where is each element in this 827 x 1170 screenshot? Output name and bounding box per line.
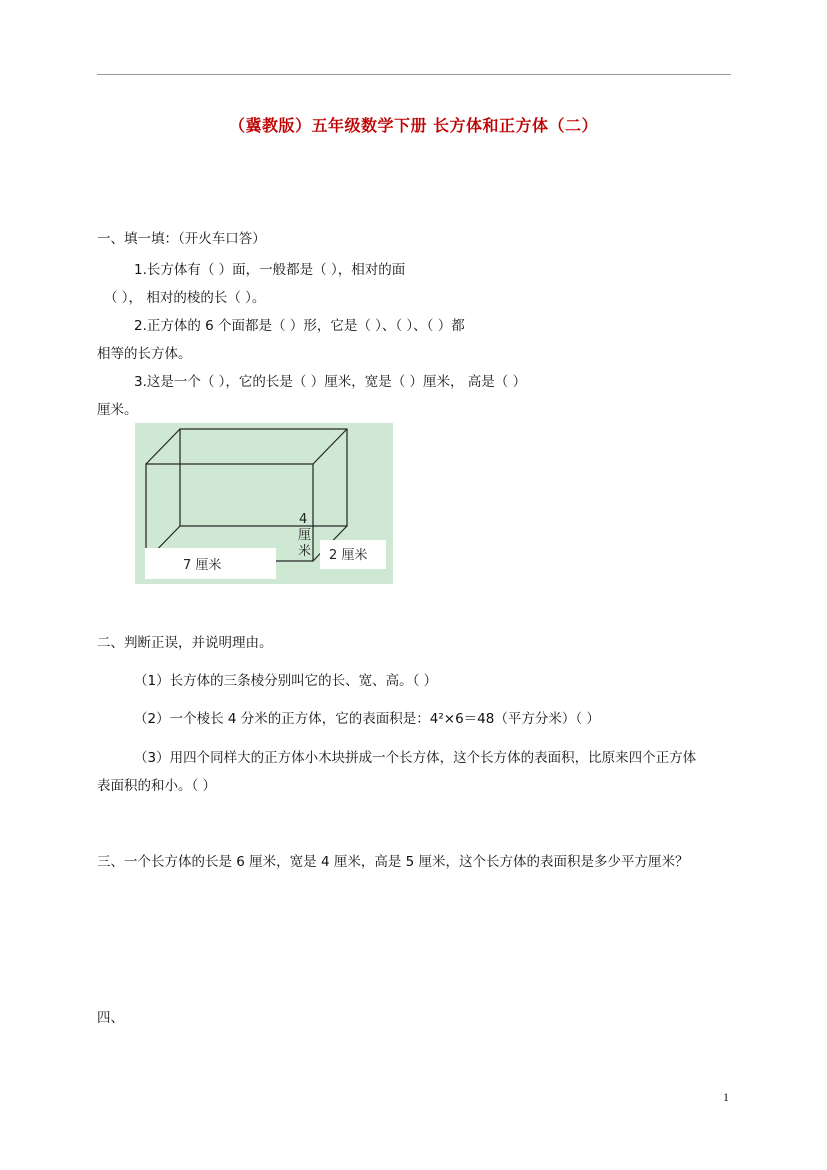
width-label: 2 厘米 <box>329 548 368 563</box>
judge-item-3-line-2: 表面积的和小。（ ） <box>97 778 217 794</box>
question-2-line-1: 2.正方体的 6 个面都是（ ）形，它是（ ）、（ ）、（ ）都 <box>134 318 465 334</box>
section3-question: 三、一个长方体的长是 6 厘米，宽是 4 厘米，高是 5 厘米，这个长方体的表面积是多少平方厘米？ <box>97 854 689 870</box>
question-3-line-1: 3.这是一个（ ），它的长是（ ）厘米，宽是（ ）厘米， 高是（ ） <box>134 374 527 390</box>
judge-item-3-line-1: （3）用四个同样大的正方体小木块拼成一个长方体，这个长方体的表面积，比原来四个正方体 <box>134 750 697 766</box>
question-1-line-1: 1.长方体有（ ）面，一般都是（ ），相对的面 <box>134 262 406 278</box>
judge-item-2: （2）一个棱长 4 分米的正方体，它的表面积是：4²×6＝48（平方分米）（ ） <box>134 711 600 727</box>
page-title: （冀教版）五年级数学下册 长方体和正方体（二） <box>228 116 599 135</box>
cuboid-figure <box>135 423 393 584</box>
height-label-char-3: 米 <box>298 544 312 559</box>
length-label: 7 厘米 <box>183 558 222 573</box>
height-label-char-2: 厘 <box>298 528 312 543</box>
question-1-line-2: （ ）， 相对的棱的长（ ）。 <box>104 290 266 306</box>
judge-item-1: （1）长方体的三条棱分别叫它的长、宽、高。（ ） <box>134 673 438 689</box>
section2-heading: 二、判断正误，并说明理由。 <box>97 635 273 651</box>
section4-heading: 四、 <box>97 1010 124 1026</box>
section1-heading: 一、填一填：（开火车口答） <box>97 231 266 247</box>
header-rule <box>97 74 731 75</box>
question-3-line-2: 厘米。 <box>97 402 138 418</box>
height-label-char-1: 4 <box>299 512 308 527</box>
question-2-line-2: 相等的长方体。 <box>97 346 192 362</box>
page-number: 1 <box>723 1090 729 1104</box>
